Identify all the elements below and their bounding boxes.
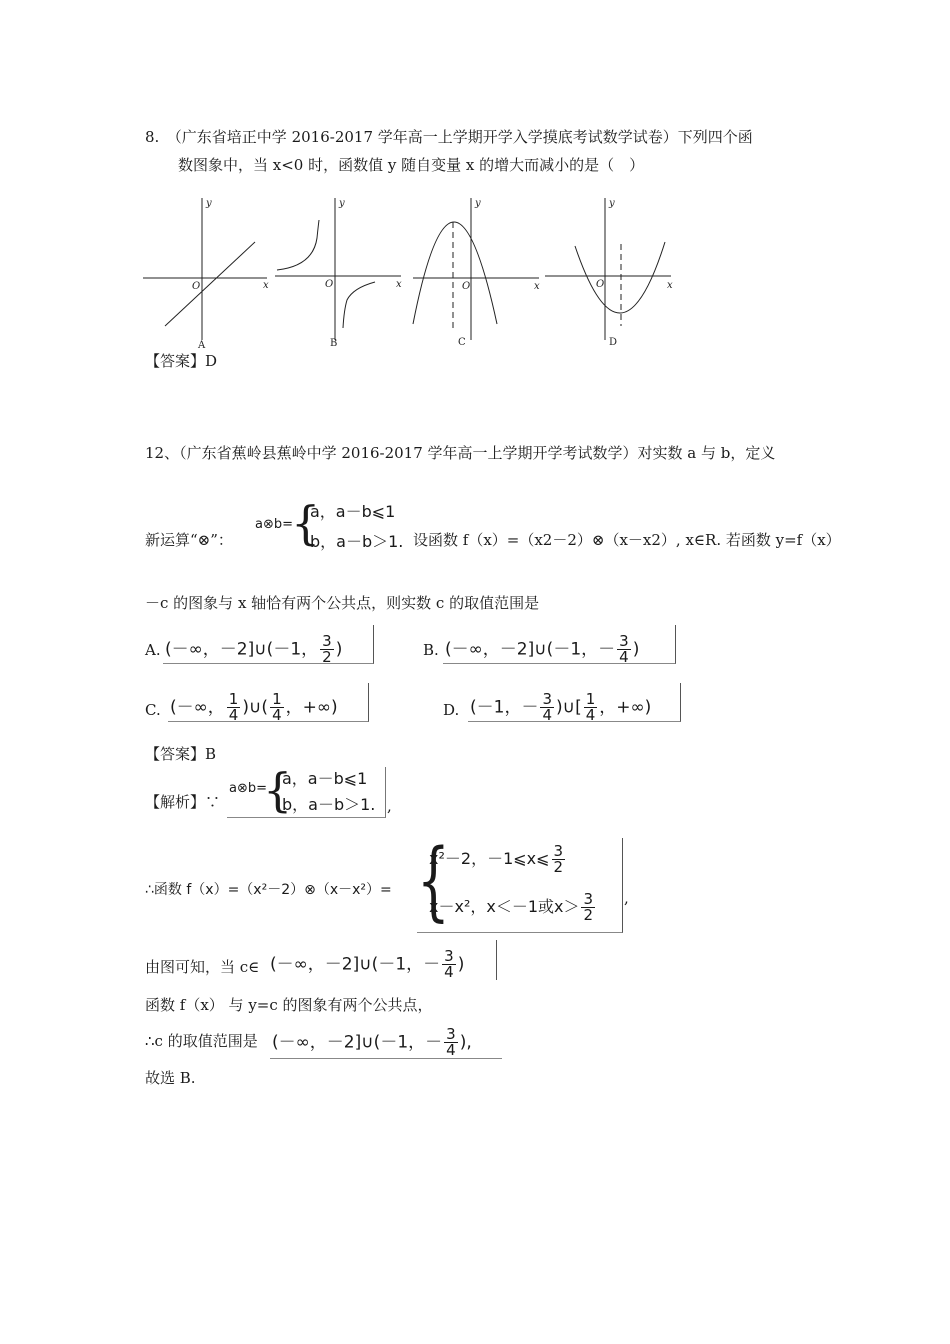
q8-stem-line1: 8. （广东省培正中学 2016-2017 学年高一上学期开学入学摸底考试数学试卷）下列四个函: [145, 128, 753, 146]
graph-a-y-label: y: [206, 198, 212, 209]
option-d-fraction-1: $\frac{3}{4}$: [542, 690, 552, 724]
option-c-fraction-2: $\frac{1}{4}$: [272, 690, 282, 724]
graph-b-origin: O: [325, 279, 334, 290]
analysis-label: 【解析】∵: [145, 793, 221, 811]
analysis-def-case1: a，a－b⩽1: [282, 769, 368, 788]
graph-c-y-label: y: [475, 198, 481, 209]
graph-c-origin: O: [462, 281, 471, 292]
analysis-def-math: [227, 763, 386, 818]
option-a-label: A.: [145, 641, 161, 659]
option-b-math: [443, 625, 676, 664]
graph-d-x-label: x: [667, 280, 673, 291]
graph-b-x-label: x: [396, 279, 402, 290]
q12-def-prefix: 新运算“⊗”：: [145, 531, 233, 549]
graph-d-y-label: y: [609, 198, 615, 209]
graph-line-prefix: 由图可知，当 c∈: [145, 958, 260, 976]
graph-d: [545, 198, 671, 340]
q12-def-case1: a，a－b⩽1: [310, 502, 396, 521]
option-d-end: ，+∞): [599, 697, 652, 718]
graph-a-x-label: x: [263, 280, 269, 291]
option-d-math: [468, 683, 681, 722]
graph-c-caption: C: [458, 337, 466, 348]
analysis-def-case2: b，a－b＞1.: [282, 795, 376, 814]
graph-a-curve: [165, 242, 255, 326]
option-a-end: ): [335, 639, 343, 660]
q12-answer: 【答案】B: [145, 745, 217, 763]
graph-d-curve: [575, 242, 665, 313]
graph-line-interval-math: (－∞，－2]∪(－1，－ $\frac{3}{4}$ ): [268, 940, 497, 980]
graph-b-y-label: y: [339, 198, 345, 209]
option-b-label: B.: [423, 641, 439, 659]
option-c-math: [168, 683, 369, 722]
graph-a: [143, 198, 267, 340]
graph-c-x-label: x: [534, 281, 540, 292]
graph-b-caption: B: [330, 338, 338, 349]
q12-stem-line3: －c 的图象与 x 轴恰有两个公共点，则实数 c 的取值范围是: [145, 594, 540, 612]
range-prefix: ∴c 的取值范围是: [145, 1032, 258, 1050]
graph-b-branch-left: [277, 220, 319, 270]
analysis-def-comma: ,: [387, 797, 392, 815]
q8-stem-line2: 数图象中，当 x<0 时，函数值 y 随自变量 x 的增大而减小的是（ ）: [178, 156, 645, 174]
piecewise-brace: {: [417, 831, 450, 931]
piecewise-case1: x²－2，－1⩽x⩽ $\frac{3}{2}$: [429, 842, 564, 876]
option-d-part1: (－1，－: [470, 697, 539, 718]
q8-graphs: [135, 190, 695, 352]
graph-b: [275, 198, 401, 340]
graph-a-origin: O: [192, 281, 201, 292]
option-a-fraction: $\frac{3}{2}$: [322, 632, 332, 666]
q8-answer: 【答案】D: [145, 352, 218, 370]
option-c-part1: (－∞，: [170, 697, 225, 718]
therefore-function: ∴函数 f（x）=（x²－2）⊗（x－x²）=: [145, 882, 392, 898]
piecewise-function-math: [417, 831, 623, 933]
option-c-part2: )∪(: [242, 697, 269, 718]
q12-def-brace: {: [291, 496, 321, 550]
q12-def-case2: b，a－b＞1.: [310, 532, 404, 551]
intersect-line: 函数 f（x） 与 y=c 的图象有两个公共点，: [145, 996, 433, 1014]
q12-def-suffix: 设函数 f（x）=（x2－2）⊗（x－x2）, x∈R. 若函数 y=f（x）: [413, 531, 841, 549]
q12-def-lhs: a⊗b=: [255, 517, 294, 532]
option-b-end: ): [632, 639, 640, 660]
piecewise-case2: x－x²，x＜－1或x＞ $\frac{3}{2}$: [429, 890, 594, 924]
graph-b-branch-right: [343, 282, 375, 328]
option-c-fraction-1: $\frac{1}{4}$: [228, 690, 239, 724]
option-b-fraction: $\frac{3}{4}$: [619, 632, 629, 666]
option-c-label: C.: [145, 701, 161, 719]
graph-d-origin: O: [596, 279, 605, 290]
graph-c: [413, 198, 539, 340]
option-a-part1: (－∞，－2]∪(－1，: [165, 639, 319, 660]
q12-stem-line1: 12、（广东省蕉岭县蕉岭中学 2016-2017 学年高一上学期开学考试数学）对实数 a 与 b，定义: [145, 444, 776, 462]
conclusion: 故选 B.: [145, 1069, 196, 1087]
range-interval-math: (－∞，－2]∪(－1，－ $\frac{3}{4}$ ),: [270, 1018, 502, 1059]
graph-d-caption: D: [609, 337, 618, 348]
option-a-math: [163, 625, 374, 664]
option-d-fraction-2: $\frac{1}{4}$: [585, 690, 596, 724]
graph-c-curve: [413, 222, 497, 324]
option-d-label: D.: [443, 701, 460, 719]
option-c-end: ，+∞): [285, 697, 338, 718]
option-d-part2: )∪[: [556, 697, 582, 718]
analysis-def-lhs: a⊗b=: [229, 781, 268, 796]
piecewise-comma: ,: [624, 889, 629, 907]
analysis-def-brace: {: [263, 763, 293, 817]
option-b-part1: (－∞，－2]∪(－1，－: [445, 639, 616, 660]
graph-a-caption: A: [198, 340, 206, 351]
